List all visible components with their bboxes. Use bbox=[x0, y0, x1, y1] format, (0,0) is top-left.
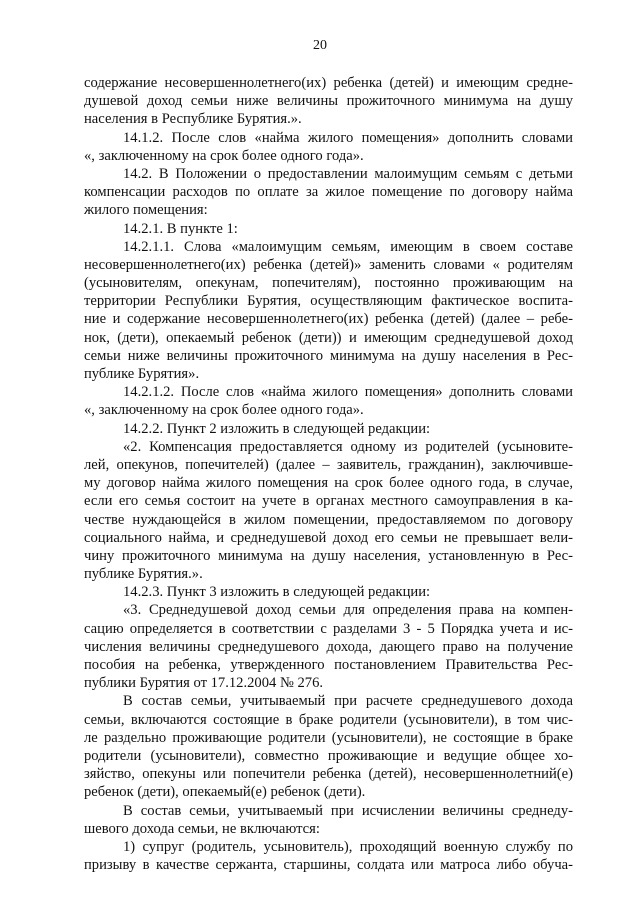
text-line: честве нуждающейся в жилом помещении, предоставляемом по договору bbox=[84, 511, 573, 528]
text-line: содержание несовершеннолетнего(их) ребенка (детей) и имеющим средне- bbox=[84, 75, 573, 91]
text-line: ние и содержание несовершеннолетнего(их) ребенка (детей) (далее – ребе- bbox=[84, 311, 573, 328]
text-line: «, заключенному на срок более одного года». bbox=[84, 402, 364, 419]
text-line: лей, опекунов, попечителей) (далее – заявитель, гражданин), заключивше- bbox=[84, 456, 573, 473]
text-line: публике Бурятия». bbox=[84, 366, 200, 382]
text-line: В состав семьи, учитываемый при исчислении величины среднеду- bbox=[123, 802, 573, 819]
text-line: душевой доход семьи ниже величины прожиточного минимума на душу bbox=[84, 93, 573, 110]
text-line: 14.2.1. В пункте 1: bbox=[123, 220, 238, 237]
document-body bbox=[84, 74, 573, 874]
text-line: 14.2.3. Пункт 3 изложить в следующей редакции: bbox=[123, 584, 431, 601]
text-line: чину прожиточного минимума на душу населения, установленную в Рес- bbox=[84, 547, 573, 564]
text-line: 14.2.1.1. Слова «малоимущим семьям, имеющим в своем составе bbox=[123, 238, 573, 255]
text-line: «, заключенному на срок более одного года». bbox=[84, 147, 364, 164]
text-line: 14.2. В Положении о предоставлении малоимущим семьям с детьми bbox=[123, 165, 573, 182]
text-line: му договор найма жилого помещения на срок более одного года, в случае, bbox=[84, 475, 573, 492]
text-line: компенсации расходов по оплате за жилое помещение по договору найма bbox=[84, 184, 573, 201]
text-line: «3. Среднедушевой доход семьи для определения права на компен- bbox=[123, 602, 573, 619]
text-line: ле раздельно проживающие родители (усыновители), не состоящие в браке bbox=[84, 729, 573, 746]
text-line: если его семья состоит на учете в органах местного самоуправления в ка- bbox=[84, 493, 573, 510]
text-line: пособия на ребенка, утвержденного постановлением Правительства Рес- bbox=[84, 657, 573, 673]
text-line: нок, (дети), опекаемый ребенок (дети)) и имеющим среднедушевой доход bbox=[84, 329, 573, 346]
text-line: шевого дохода семьи, не включаются: bbox=[84, 820, 320, 837]
text-line: публики Бурятия от 17.12.2004 № 276. bbox=[84, 675, 324, 692]
text-line: 14.2.1.2. После слов «найма жилого помещения» дополнить словами bbox=[123, 384, 573, 401]
text-line: призыву в качестве сержанта, старшины, солдата или матроса либо обуча- bbox=[84, 857, 573, 874]
text-line: публике Бурятия.». bbox=[84, 566, 203, 583]
text-line: семьи ниже величины прожиточного минимума на душу населения в Рес- bbox=[84, 347, 573, 364]
text-line: «2. Компенсация предоставляется одному из родителей (усыновите- bbox=[123, 438, 573, 455]
text-line: жилого помещения: bbox=[84, 202, 208, 219]
text-line: родители (усыновители), совместно проживающие и ведущие общее хо- bbox=[84, 747, 573, 764]
page-number: 20 bbox=[313, 38, 327, 53]
text-line: (усыновителям, опекунам, попечителям), постоянно проживающим на bbox=[84, 275, 573, 292]
text-line: 14.2.2. Пункт 2 изложить в следующей редакции: bbox=[123, 420, 431, 437]
text-line: 14.1.2. После слов «найма жилого помещения» дополнить словами bbox=[123, 129, 573, 146]
text-line: социального найма, и среднедушевой доход его семьи не превышает вели- bbox=[84, 529, 573, 546]
text-line: числения величины среднедушевого дохода, дающего право на получение bbox=[84, 638, 573, 655]
text-line: зяйство, опекуны или попечители ребенка (детей), несовершеннолетний(е) bbox=[84, 766, 573, 783]
text-line: населения в Республике Бурятия.». bbox=[84, 111, 302, 128]
text-line: ребенок (дети), опекаемый(е) ребенок (дети). bbox=[84, 784, 366, 801]
text-line: несовершеннолетнего(их) ребенка (детей)» заменить словами « родителям bbox=[84, 256, 573, 273]
text-line: территории Республики Бурятия, осуществляющим фактическое воспита- bbox=[84, 293, 573, 310]
text-line: семьи, включаются состоящие в браке родители (усыновители), в том чис- bbox=[84, 711, 573, 728]
text-line: сацию определяется в соответствии с разделами 3 - 5 Порядка учета и ис- bbox=[84, 620, 573, 637]
text-line: 1) супруг (родитель, усыновитель), проходящий военную службу по bbox=[123, 838, 573, 855]
text-line: В состав семьи, учитываемый при расчете среднедушевого дохода bbox=[123, 693, 573, 710]
